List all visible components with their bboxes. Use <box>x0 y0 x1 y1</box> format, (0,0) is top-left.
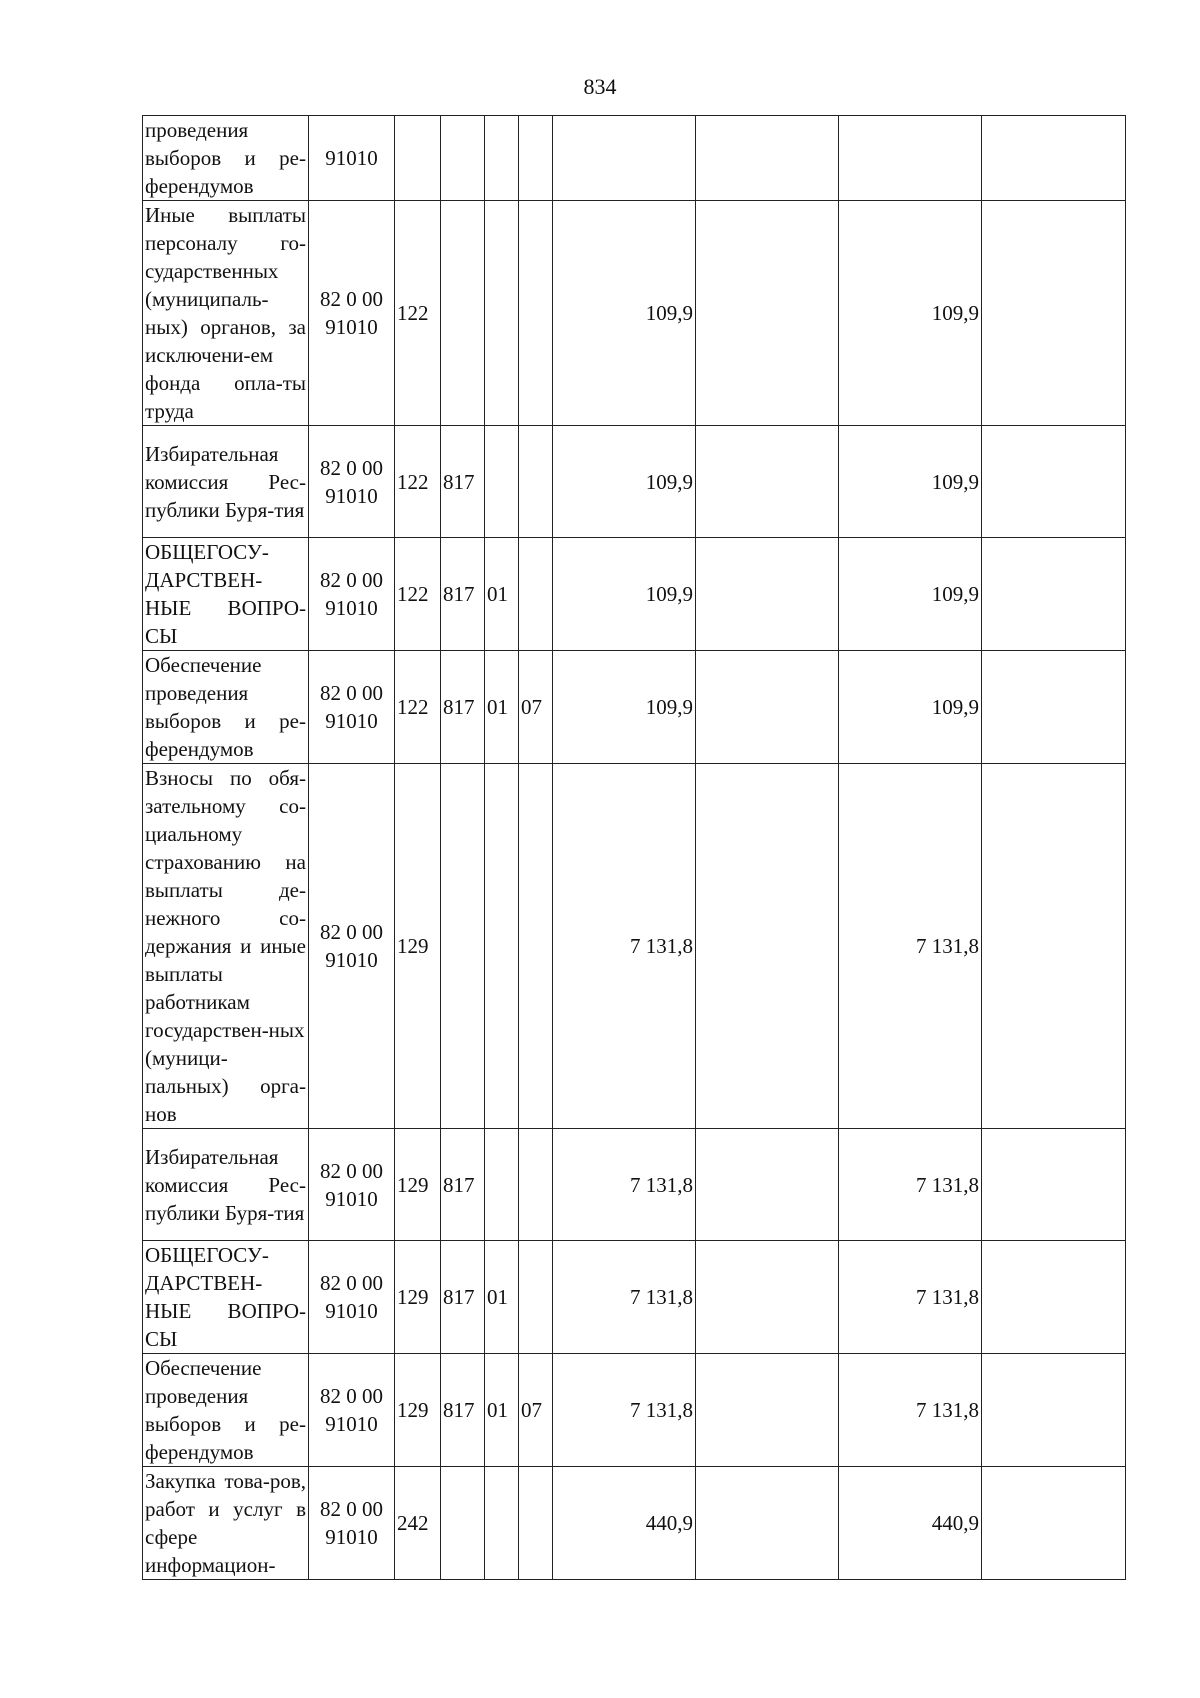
row-section-code: 01 <box>485 1241 519 1354</box>
row-administrator-code <box>441 1467 485 1580</box>
row-expense-type-code: 122 <box>395 651 441 764</box>
table-row <box>143 1129 1126 1241</box>
row-subsection-code <box>519 426 553 538</box>
row-sum-4 <box>982 426 1126 538</box>
row-name: Закупка това-ров, работ и услуг в сфере информацион- <box>143 1467 309 1580</box>
table-row <box>143 1241 1126 1354</box>
budget-table <box>142 115 1126 1580</box>
row-sum-2 <box>696 1129 839 1241</box>
row-sum-3: 109,9 <box>839 651 982 764</box>
row-administrator-code: 817 <box>441 651 485 764</box>
row-sum-4 <box>982 764 1126 1129</box>
row-target-article-code: 82 0 00 91010 <box>309 764 395 1129</box>
row-name: ОБЩЕГОСУ-ДАРСТВЕН-НЫЕ ВОПРО-СЫ <box>143 1241 309 1354</box>
row-section-code: 01 <box>485 1354 519 1467</box>
row-sum-2 <box>696 651 839 764</box>
row-sum-4 <box>982 201 1126 426</box>
row-section-code <box>485 116 519 201</box>
row-sum-4 <box>982 1467 1126 1580</box>
page-number: 834 <box>583 74 617 99</box>
row-expense-type-code <box>395 116 441 201</box>
table-body <box>143 116 1126 1580</box>
row-administrator-code: 817 <box>441 1241 485 1354</box>
row-section-code <box>485 426 519 538</box>
row-subsection-code <box>519 201 553 426</box>
row-sum-1 <box>553 116 696 201</box>
row-expense-type-code: 122 <box>395 538 441 651</box>
row-name: Иные выплаты персоналу го-сударственных (муниципаль-ных) органов, за исключени-ем фонда опла-ты труда <box>143 201 309 426</box>
row-subsection-code <box>519 1241 553 1354</box>
row-name: Избирательная комиссия Рес-публики Буря-тия <box>143 1129 309 1241</box>
row-administrator-code <box>441 116 485 201</box>
table-row <box>143 538 1126 651</box>
table-row <box>143 201 1126 426</box>
row-sum-1: 7 131,8 <box>553 1241 696 1354</box>
row-expense-type-code: 122 <box>395 426 441 538</box>
row-sum-4 <box>982 538 1126 651</box>
row-administrator-code: 817 <box>441 1129 485 1241</box>
row-sum-2 <box>696 201 839 426</box>
row-sum-3: 7 131,8 <box>839 764 982 1129</box>
row-target-article-code: 82 0 00 91010 <box>309 651 395 764</box>
row-section-code <box>485 1129 519 1241</box>
table-row <box>143 1354 1126 1467</box>
table-row <box>143 764 1126 1129</box>
row-administrator-code <box>441 201 485 426</box>
row-target-article-code: 82 0 00 91010 <box>309 426 395 538</box>
row-subsection-code <box>519 1129 553 1241</box>
row-name: проведения выборов и ре-ферендумов <box>143 116 309 201</box>
row-sum-2 <box>696 1354 839 1467</box>
table-row <box>143 426 1126 538</box>
row-section-code: 01 <box>485 538 519 651</box>
row-section-code <box>485 201 519 426</box>
table-row <box>143 1467 1126 1580</box>
table-row <box>143 651 1126 764</box>
row-section-code <box>485 764 519 1129</box>
row-expense-type-code: 129 <box>395 1241 441 1354</box>
row-expense-type-code: 129 <box>395 1354 441 1467</box>
row-subsection-code: 07 <box>519 651 553 764</box>
row-sum-4 <box>982 651 1126 764</box>
row-sum-3: 440,9 <box>839 1467 982 1580</box>
row-target-article-code: 82 0 00 91010 <box>309 1129 395 1241</box>
row-expense-type-code: 242 <box>395 1467 441 1580</box>
row-sum-3: 7 131,8 <box>839 1129 982 1241</box>
row-sum-4 <box>982 116 1126 201</box>
row-expense-type-code: 129 <box>395 764 441 1129</box>
row-sum-1: 7 131,8 <box>553 1354 696 1467</box>
row-expense-type-code: 122 <box>395 201 441 426</box>
row-target-article-code: 91010 <box>309 116 395 201</box>
row-sum-2 <box>696 426 839 538</box>
row-sum-4 <box>982 1241 1126 1354</box>
row-target-article-code: 82 0 00 91010 <box>309 1354 395 1467</box>
row-section-code <box>485 1467 519 1580</box>
row-administrator-code: 817 <box>441 538 485 651</box>
row-sum-3: 109,9 <box>839 201 982 426</box>
row-name: ОБЩЕГОСУ-ДАРСТВЕН-НЫЕ ВОПРО-СЫ <box>143 538 309 651</box>
row-sum-1: 109,9 <box>553 426 696 538</box>
row-sum-3: 109,9 <box>839 426 982 538</box>
row-sum-4 <box>982 1354 1126 1467</box>
row-administrator-code: 817 <box>441 1354 485 1467</box>
row-target-article-code: 82 0 00 91010 <box>309 201 395 426</box>
row-sum-3: 7 131,8 <box>839 1241 982 1354</box>
row-sum-2 <box>696 1467 839 1580</box>
row-subsection-code <box>519 764 553 1129</box>
row-section-code: 01 <box>485 651 519 764</box>
row-administrator-code <box>441 764 485 1129</box>
row-name: Обеспечение проведения выборов и ре-ферендумов <box>143 1354 309 1467</box>
row-sum-3 <box>839 116 982 201</box>
row-sum-3: 7 131,8 <box>839 1354 982 1467</box>
row-expense-type-code: 129 <box>395 1129 441 1241</box>
row-sum-1: 440,9 <box>553 1467 696 1580</box>
row-sum-2 <box>696 764 839 1129</box>
row-name: Избирательная комиссия Рес-публики Буря-тия <box>143 426 309 538</box>
row-target-article-code: 82 0 00 91010 <box>309 1467 395 1580</box>
row-subsection-code <box>519 116 553 201</box>
row-sum-1: 109,9 <box>553 201 696 426</box>
row-sum-2 <box>696 116 839 201</box>
row-name: Обеспечение проведения выборов и ре-ферендумов <box>143 651 309 764</box>
row-sum-3: 109,9 <box>839 538 982 651</box>
row-subsection-code: 07 <box>519 1354 553 1467</box>
row-sum-1: 7 131,8 <box>553 1129 696 1241</box>
row-sum-2 <box>696 538 839 651</box>
row-sum-1: 109,9 <box>553 651 696 764</box>
row-sum-4 <box>982 1129 1126 1241</box>
row-name: Взносы по обя-зательному со-циальному страхованию на выплаты де-нежного со-держания и иные выплаты работникам государствен-ных (муници-пальных) орга-нов <box>143 764 309 1129</box>
row-target-article-code: 82 0 00 91010 <box>309 1241 395 1354</box>
row-administrator-code: 817 <box>441 426 485 538</box>
row-sum-1: 109,9 <box>553 538 696 651</box>
row-target-article-code: 82 0 00 91010 <box>309 538 395 651</box>
row-sum-2 <box>696 1241 839 1354</box>
row-sum-1: 7 131,8 <box>553 764 696 1129</box>
table-row <box>143 116 1126 201</box>
row-subsection-code <box>519 538 553 651</box>
row-subsection-code <box>519 1467 553 1580</box>
